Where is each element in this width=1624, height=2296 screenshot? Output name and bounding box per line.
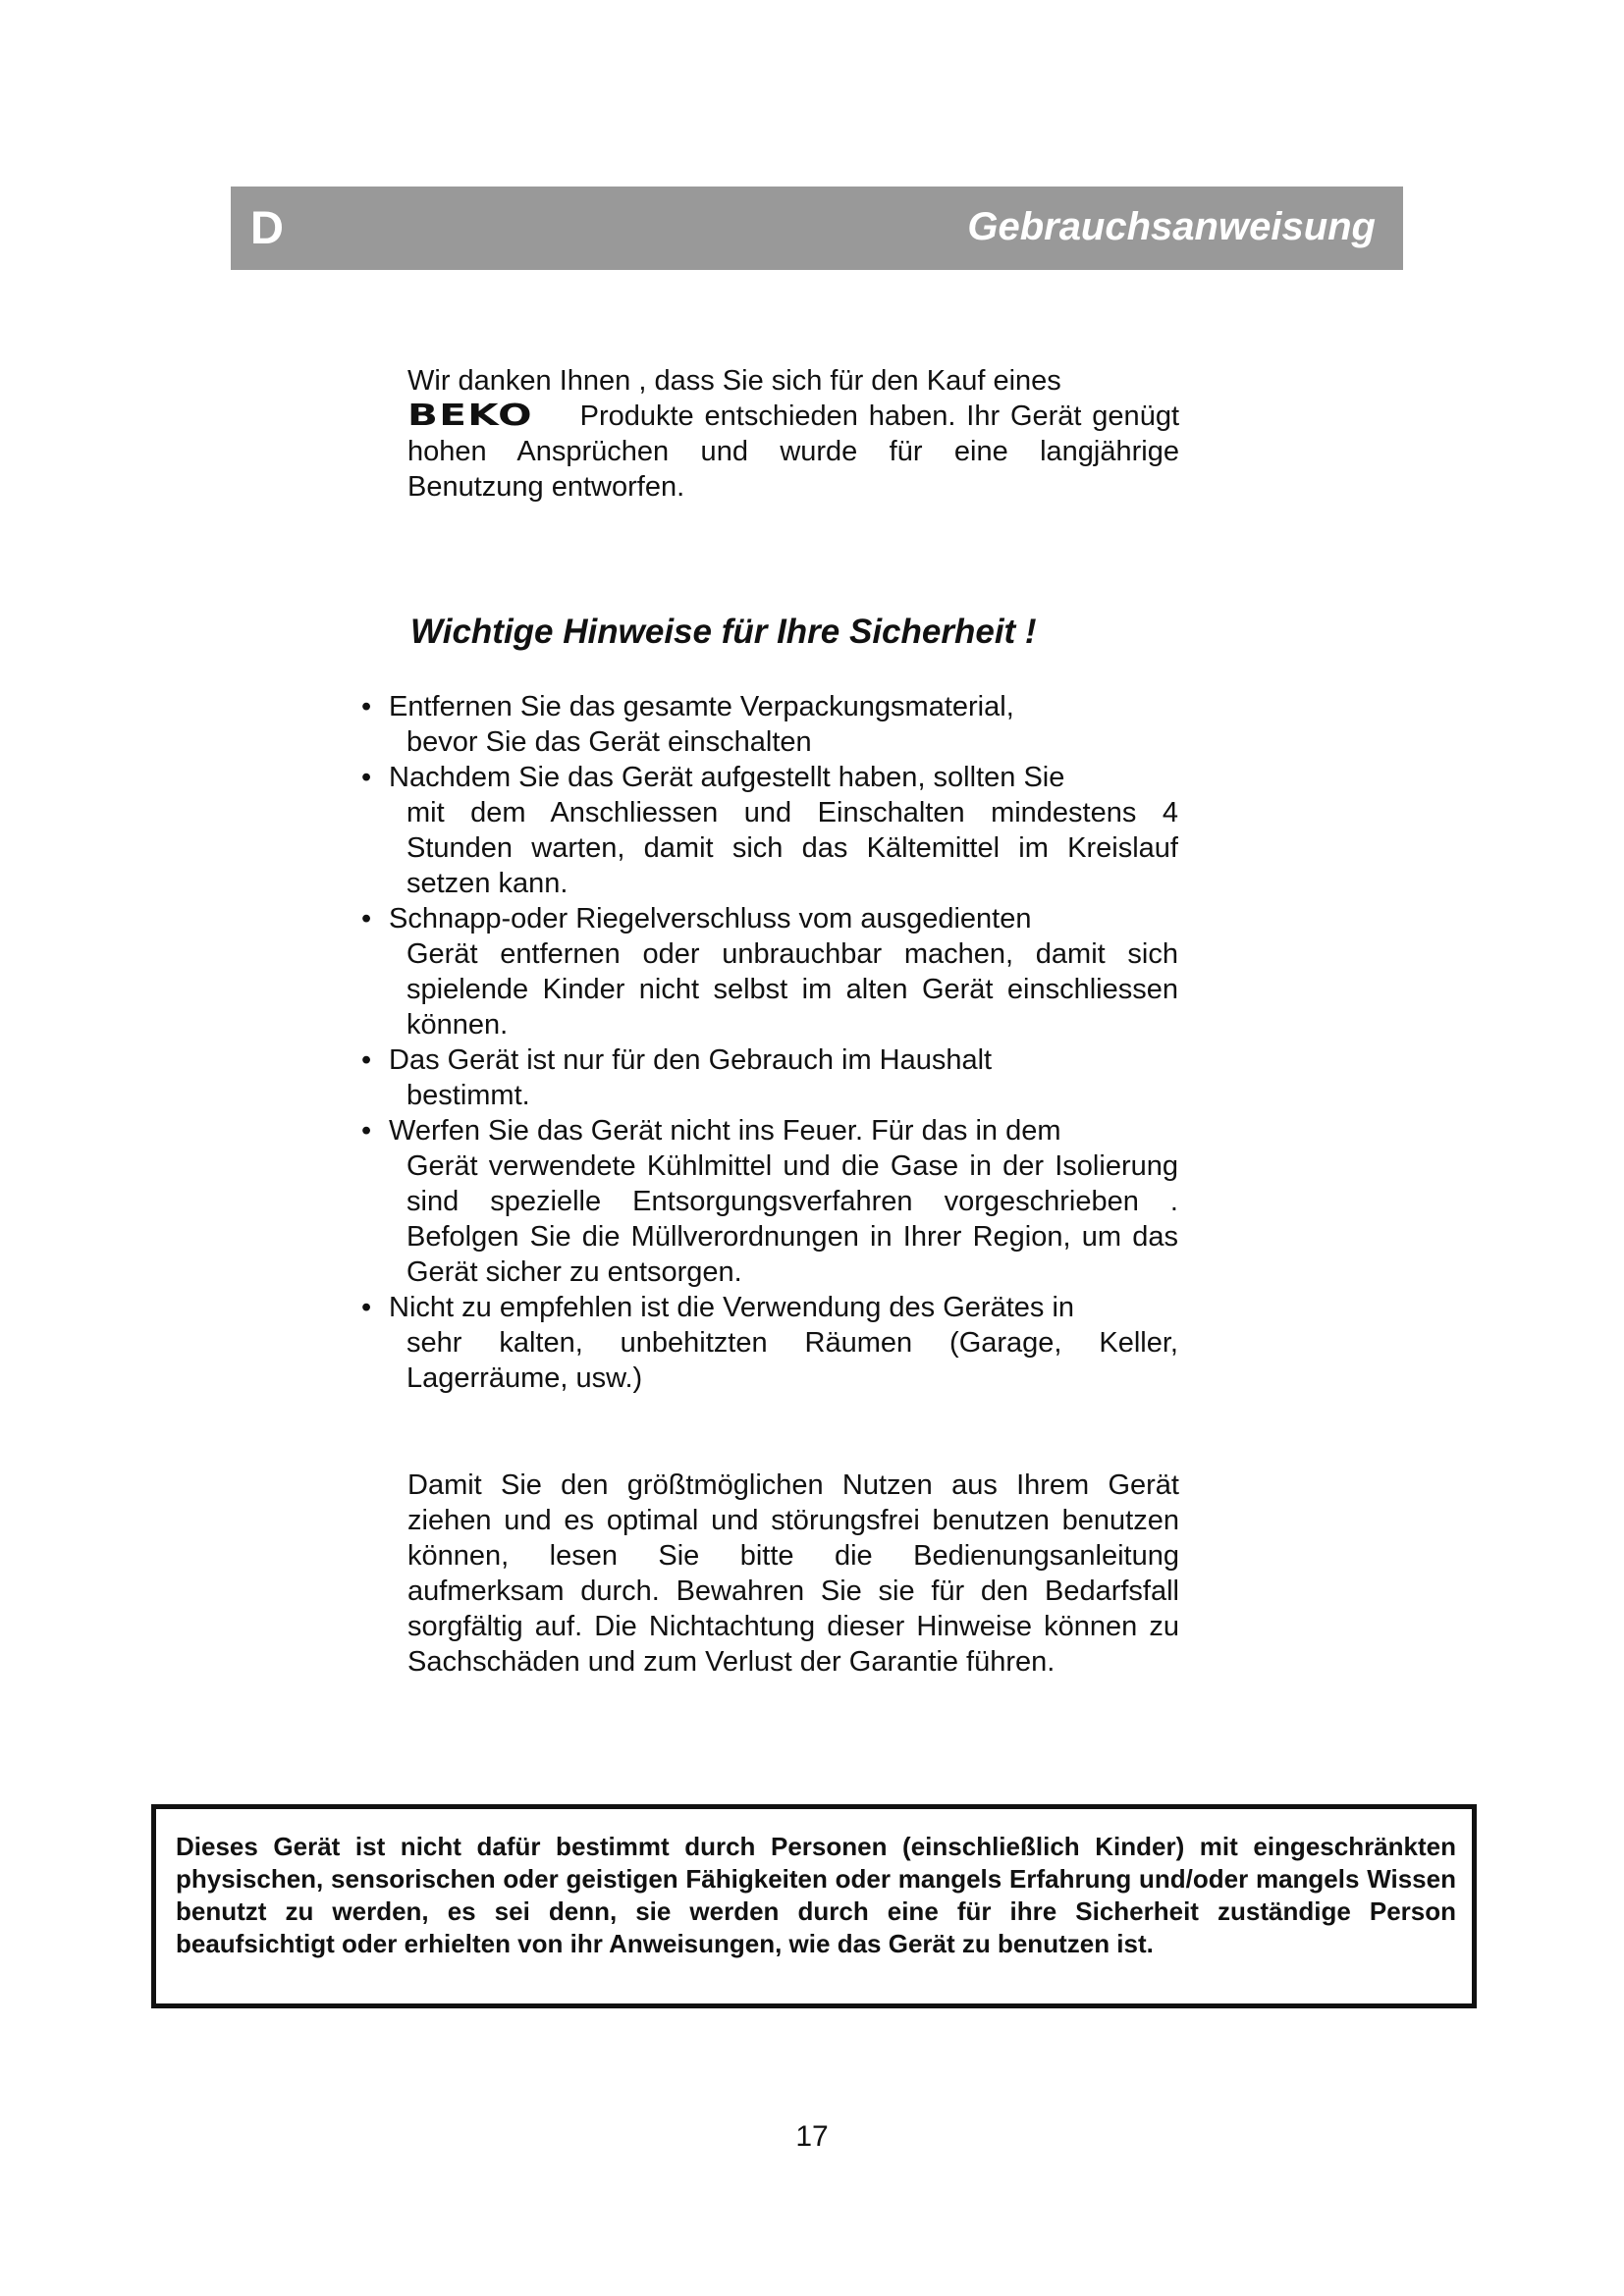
language-letter: D (250, 201, 284, 253)
list-item-first-line: Nicht zu empfehlen ist die Verwendung des Gerätes in (389, 1292, 1075, 1323)
list-item-first-line: Schnapp-oder Riegelverschluss vom ausgedienten (389, 903, 1032, 934)
warning-text: Dieses Gerät ist nicht dafür bestimmt durch Personen (einschließlich Kinder) mit eingeschränkten physischen, sensorischen oder geistigen Fähigkeiten oder mangels Erfahrung und/oder mangels Wissen benutzt zu werden, es sei denn, sie werden durch eine für ihre Sicherheit zuständige Person beaufsichtigt oder erhielten von ihr Anweisungen, wie das Gerät zu benutzen ist. (176, 1832, 1456, 1958)
list-item-continuation: Gerät verwendete Kühlmittel und die Gase in der Isolierung sind spezielle Entsorgungsverfahren vorgeschrieben . Befolgen Sie die Müllverordnungen in Ihrer Region, um das Gerät sicher zu entsorgen. (406, 1150, 1178, 1288)
bullet-icon: • (361, 1115, 372, 1147)
page-number: 17 (795, 2120, 829, 2153)
beko-logo: BEKO (407, 399, 533, 433)
list-item (361, 901, 1178, 1042)
list-item-continuation: bevor Sie das Gerät einschalten (406, 726, 812, 758)
list-item-first-line: Werfen Sie das Gerät nicht ins Feuer. Für das in dem (389, 1115, 1061, 1147)
header-bar (231, 187, 1403, 270)
bullet-icon: • (361, 1292, 372, 1323)
bullet-icon: • (361, 1044, 372, 1076)
list-item-continuation: sehr kalten, unbehitzten Räumen (Garage, Keller, Lagerräume, usw.) (406, 1327, 1178, 1394)
list-item (361, 1113, 1178, 1290)
intro-text-before-logo: Wir danken Ihnen , dass Sie sich für den Kauf eines (407, 365, 1061, 397)
list-item (361, 1042, 1178, 1113)
intro-paragraph (407, 363, 1179, 505)
bullet-icon: • (361, 691, 372, 722)
intro-text-after-logo: Produkte entschieden haben. Ihr Gerät genügt hohen Ansprüchen und wurde für eine langjährige Benutzung entworfen. (407, 400, 1180, 503)
list-item (361, 1290, 1178, 1396)
list-item-continuation: mit dem Anschliessen und Einschalten mindestens 4 Stunden warten, damit sich das Kältemittel im Kreislauf setzen kann. (406, 797, 1178, 899)
list-item-first-line: Entfernen Sie das gesamte Verpackungsmaterial, (389, 691, 1014, 722)
list-item (361, 760, 1178, 901)
bullet-icon: • (361, 903, 372, 934)
closing-paragraph: Damit Sie den größtmöglichen Nutzen aus Ihrem Gerät ziehen und es optimal und störungsfrei benutzen benutzen können, lesen Sie bitte die Bedienungsanleitung aufmerksam durch. Bewahren Sie sie für den Bedarfsfall sorgfältig auf. Die Nichtachtung dieser Hinweise können zu Sachschäden und zum Verlust der Garantie führen. (407, 1469, 1179, 1678)
safety-list (361, 689, 1178, 1396)
safety-heading: Wichtige Hinweise für Ihre Sicherheit ! (410, 613, 1037, 651)
bullet-icon: • (361, 762, 372, 793)
list-item-continuation: Gerät entfernen oder unbrauchbar machen, damit sich spielende Kinder nicht selbst im alten Gerät einschliessen können. (406, 938, 1178, 1041)
list-item (361, 689, 1178, 760)
list-item-continuation: bestimmt. (406, 1080, 530, 1111)
list-item-first-line: Nachdem Sie das Gerät aufgestellt haben, sollten Sie (389, 762, 1065, 793)
page-title: Gebrauchsanweisung (967, 205, 1376, 248)
warning-box (151, 1804, 1477, 2008)
list-item-first-line: Das Gerät ist nur für den Gebrauch im Haushalt (389, 1044, 993, 1076)
intro-section (407, 363, 1179, 505)
